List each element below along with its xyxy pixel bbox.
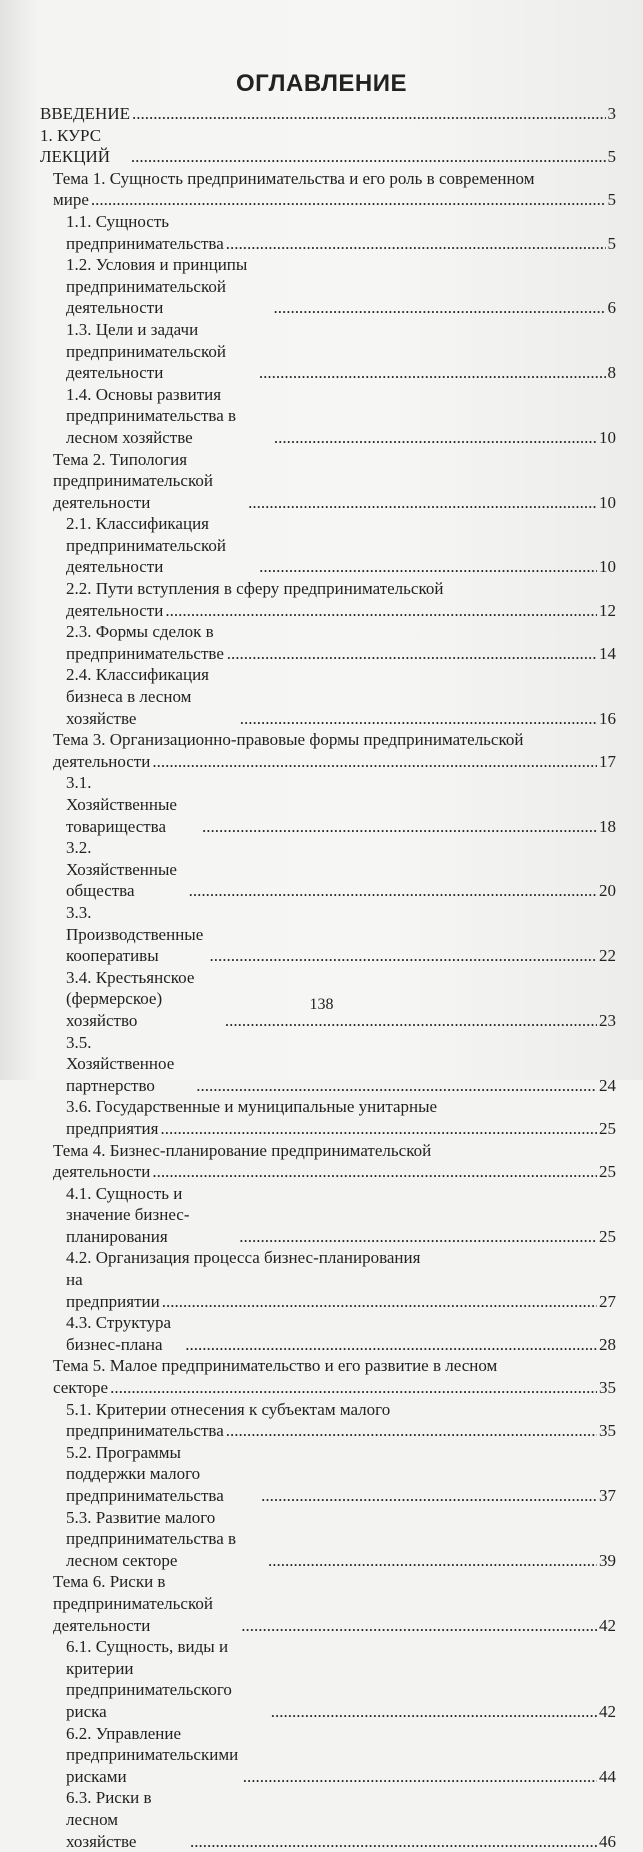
dot-leader: [227, 643, 597, 665]
toc-entry-page: 10: [599, 556, 616, 578]
toc-entry-page: 10: [599, 427, 616, 449]
toc-entry: [40, 168, 616, 211]
dot-leader: [152, 1161, 597, 1183]
dot-leader: [268, 1550, 597, 1572]
toc-entry: [40, 1571, 616, 1636]
toc-entry-page: 28: [599, 1334, 616, 1356]
toc-entry-line: [66, 1032, 616, 1097]
toc-entry-title-continuation: деятельности: [66, 600, 163, 622]
dot-leader: [226, 233, 606, 255]
toc-entry-page: 42: [599, 1701, 616, 1723]
dot-leader: [196, 1075, 597, 1097]
toc-entry: [40, 254, 616, 319]
toc-entry-line: [66, 837, 616, 902]
toc-entry-line: [40, 103, 616, 125]
toc-entry: [40, 1787, 616, 1852]
toc-entry-line: [66, 902, 616, 967]
dot-leader: [243, 1766, 597, 1788]
toc-entry: [40, 513, 616, 578]
toc-entry: [40, 449, 616, 514]
toc-entry: [40, 211, 616, 254]
toc-entry-page: 37: [599, 1485, 616, 1507]
toc-entry-page: 18: [599, 816, 616, 838]
toc-entry-page: 16: [599, 708, 616, 730]
dot-leader: [160, 1118, 597, 1140]
toc-entry-title: 5.1. Критерии отнесения к субъектам малого: [66, 1399, 616, 1421]
toc-entry-page: 14: [599, 643, 616, 665]
toc-entry: [40, 621, 616, 664]
dot-leader: [241, 1615, 597, 1637]
toc-entry-line: [53, 449, 616, 514]
toc-entry-title: 2.1. Классификация предпринимательской деятельности: [66, 513, 257, 578]
toc-entry: [40, 1140, 616, 1183]
toc-entry-line: [53, 1161, 616, 1183]
dot-leader: [259, 556, 597, 578]
toc-entry-line: [66, 772, 616, 837]
dot-leader: [131, 146, 606, 168]
page-title: ОГЛАВЛЕНИЕ: [0, 70, 643, 98]
toc-entry-title: Тема 1. Сущность предпринимательства и его роль в современном: [53, 168, 616, 190]
toc-entry: [40, 1399, 616, 1442]
toc-entry-page: 3: [608, 103, 617, 125]
toc-entry-page: 46: [599, 1831, 616, 1852]
toc-entry-title-continuation: на предприятии: [66, 1269, 160, 1312]
toc-entry-page: 44: [599, 1766, 616, 1788]
toc-entry: [40, 1723, 616, 1788]
toc-entry-title-continuation: мире: [53, 189, 89, 211]
toc-entry-line: [66, 1420, 616, 1442]
toc-entry-title: 6.1. Сущность, виды и критерии предпринимательского риска: [66, 1636, 269, 1722]
toc-entry-title-continuation: секторе: [53, 1377, 108, 1399]
toc-entry-line: [66, 1183, 616, 1248]
toc-entry-title: 4.2. Организация процесса бизнес-планирования: [66, 1247, 616, 1269]
toc-entry-title: 3.6. Государственные и муниципальные унитарные: [66, 1096, 616, 1118]
toc-entry-line: [66, 664, 616, 729]
toc-entry-page: 10: [599, 492, 616, 514]
toc-entry: [40, 384, 616, 449]
toc-entry-title-continuation: предпринимательства: [66, 1420, 224, 1442]
toc-entry-line: [66, 621, 616, 664]
toc-entry-line: [53, 1571, 616, 1636]
toc-entry-page: 6: [608, 297, 617, 319]
toc-entry-page: 17: [599, 751, 616, 773]
toc-entry-title: 3.2. Хозяйственные общества: [66, 837, 187, 902]
toc-entry-page: 24: [599, 1075, 616, 1097]
toc-entry-line: [66, 1636, 616, 1722]
toc-entry-title: 3.3. Производственные кооперативы: [66, 902, 208, 967]
dot-leader: [91, 189, 606, 211]
toc-entry-line: [66, 600, 616, 622]
dot-leader: [274, 427, 597, 449]
toc-entry-line: [53, 751, 616, 773]
toc-entry: [40, 1312, 616, 1355]
toc-entry: [40, 902, 616, 967]
dot-leader: [271, 1701, 597, 1723]
dot-leader: [189, 880, 597, 902]
page-number: 138: [0, 996, 643, 1014]
toc-entry-page: 5: [608, 146, 617, 168]
toc-entry-page: 5: [608, 233, 617, 255]
toc-entry-line: [66, 1787, 616, 1852]
toc-entry-line: [53, 189, 616, 211]
toc-entry-title: Тема 4. Бизнес-планирование предпринимательской: [53, 1140, 616, 1162]
toc-entry-title: 4.3. Структура бизнес-плана: [66, 1312, 183, 1355]
toc-entry-page: 42: [599, 1615, 616, 1637]
dot-leader: [165, 600, 597, 622]
toc-entry-line: [66, 1442, 616, 1507]
toc-entry-title: Тема 5. Малое предпринимательство и его развитие в лесном: [53, 1355, 616, 1377]
toc-entry-title: 1.1. Сущность предпринимательства: [66, 211, 224, 254]
toc-entry-line: [66, 513, 616, 578]
toc-entry-title: 5.2. Программы поддержки малого предпринимательства: [66, 1442, 259, 1507]
toc-entry-page: 35: [599, 1377, 616, 1399]
dot-leader: [185, 1334, 597, 1356]
toc-entry-title: 1.4. Основы развития предпринимательства в лесном хозяйстве: [66, 384, 272, 449]
dot-leader: [273, 297, 605, 319]
toc-entry: [40, 578, 616, 621]
toc-entry: [40, 1636, 616, 1722]
toc-entry: [40, 729, 616, 772]
toc-entry-title: 1.2. Условия и принципы предпринимательской деятельности: [66, 254, 271, 319]
toc-entry: [40, 837, 616, 902]
dot-leader: [259, 362, 606, 384]
toc-entry-page: 8: [608, 362, 617, 384]
toc-entry-page: 22: [599, 945, 616, 967]
toc-entry-line: [66, 1269, 616, 1312]
toc-entry-line: [66, 319, 616, 384]
toc-entry-page: 12: [599, 600, 616, 622]
toc-entry: [40, 319, 616, 384]
toc-entry: [40, 1507, 616, 1572]
toc-entry: [40, 125, 616, 168]
toc-entry-line: [66, 254, 616, 319]
toc-entry-title: Тема 6. Риски в предпринимательской деятельности: [53, 1571, 239, 1636]
toc-entry: [40, 1355, 616, 1398]
toc-entry: [40, 1183, 616, 1248]
dot-leader: [226, 1420, 597, 1442]
dot-leader: [110, 1377, 597, 1399]
toc-entry-title: ВВЕДЕНИЕ: [40, 103, 130, 125]
toc-entry-title-continuation: предприятия: [66, 1118, 158, 1140]
toc-entry-line: [66, 1723, 616, 1788]
toc-entry-line: [53, 1377, 616, 1399]
toc-entry-line: [66, 384, 616, 449]
dot-leader: [248, 492, 597, 514]
toc-entry: [40, 1096, 616, 1139]
toc-entry-title: 5.3. Развитие малого предпринимательства в лесном секторе: [66, 1507, 266, 1572]
toc-entry-page: 5: [608, 189, 617, 211]
toc-entry-page: 23: [599, 1010, 616, 1032]
toc-entry-page: 25: [599, 1226, 616, 1248]
toc-entry-title-continuation: деятельности: [53, 1161, 150, 1183]
dot-leader: [162, 1291, 597, 1313]
toc-entry: [40, 664, 616, 729]
toc-entry-page: 27: [599, 1291, 616, 1313]
toc-entry: [40, 103, 616, 125]
toc-entry-title: 1.3. Цели и задачи предпринимательской деятельности: [66, 319, 257, 384]
toc-entry-title: 1. КУРС ЛЕКЦИЙ: [40, 125, 129, 168]
toc-entry-title: 2.4. Классификация бизнеса в лесном хозяйстве: [66, 664, 238, 729]
dot-leader: [132, 103, 606, 125]
toc-entry-line: [40, 125, 616, 168]
toc-entry-title: 3.5. Хозяйственное партнерство: [66, 1032, 194, 1097]
dot-leader: [240, 708, 597, 730]
toc-entry-title-continuation: деятельности: [53, 751, 150, 773]
toc-entry-line: [66, 1507, 616, 1572]
toc-entry-title: Тема 3. Организационно-правовые формы предпринимательской: [53, 729, 616, 751]
toc-entry-line: [66, 1312, 616, 1355]
toc-entry-title: 3.1. Хозяйственные товарищества: [66, 772, 200, 837]
toc-entry-title: 3.4. Крестьянское (фермерское) хозяйство: [66, 967, 223, 1032]
toc-entry-page: 20: [599, 880, 616, 902]
dot-leader: [152, 751, 597, 773]
toc-entry-page: 35: [599, 1420, 616, 1442]
table-of-contents: [40, 103, 616, 1852]
dot-leader: [190, 1831, 597, 1852]
toc-entry-line: [66, 1118, 616, 1140]
toc-entry-page: 39: [599, 1550, 616, 1572]
toc-entry: [40, 772, 616, 837]
toc-entry-title: Тема 2. Типология предпринимательской деятельности: [53, 449, 246, 514]
dot-leader: [239, 1226, 597, 1248]
toc-entry-title: 2.3. Формы сделок в предпринимательстве: [66, 621, 225, 664]
dot-leader: [261, 1485, 597, 1507]
toc-entry-title: 2.2. Пути вступления в сферу предпринимательской: [66, 578, 616, 600]
toc-entry-title: 6.3. Риски в лесном хозяйстве: [66, 1787, 188, 1852]
toc-entry: [40, 1247, 616, 1312]
toc-entry: [40, 1442, 616, 1507]
toc-entry: [40, 1032, 616, 1097]
toc-entry-line: [66, 211, 616, 254]
toc-entry-page: 25: [599, 1118, 616, 1140]
toc-entry-page: 25: [599, 1161, 616, 1183]
dot-leader: [202, 816, 597, 838]
toc-entry-title: 4.1. Сущность и значение бизнес-планирования: [66, 1183, 237, 1248]
dot-leader: [210, 945, 597, 967]
toc-entry-title: 6.2. Управление предпринимательскими рисками: [66, 1723, 241, 1788]
